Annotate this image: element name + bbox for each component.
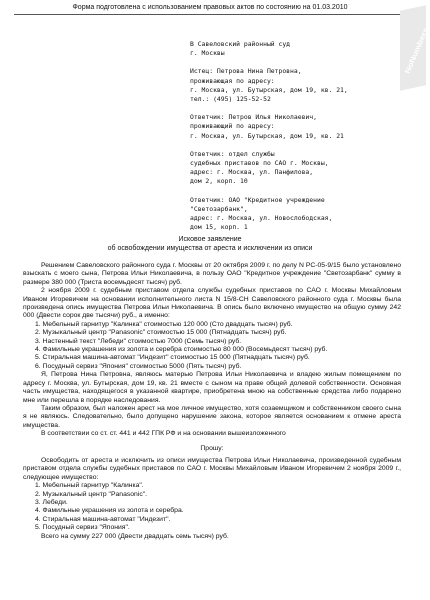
plaintiff-line: тел.: (495) 125-52-52 [190,95,271,104]
court-address [190,40,412,58]
defendant-3-address [190,196,412,233]
list-item: 1. Мебельный гарнитур "Калинка". [35,482,144,490]
defendant-2-address [190,150,412,187]
paragraph-decision: Решением Савеловского районного суда г. Москвы от 20 октября 2009 г. по делу N РС-05-9/15 было установлено взыскать с моего сына, Петрова Ильи Николаевича, в пользу ОАО "Кредитное учреждение "Светозарбанк" сумму в размере 380 000 (Триста восемьдесят тысяч) руб. [23,262,401,286]
list-item: 3. Лебеди. [35,498,68,506]
paragraph-inventory: 2 ноября 2009 г. судебным приставом отдела службы судебных приставов по САО г. Москвы Михайловым Иваном Игоревичем на основании исполнительного листа N 15/8-СН Савеловского районного суда г. Москвы была произведена опись имущества Петрова Ильи Николаевича. В опись было включено имущество на общую сумму 242 000 (Двести сорок две тысячи) руб., а именно: [23,287,401,320]
address-block [190,40,412,241]
defendant-line: г. Москва, ул. Бутырская, дом 19, кв. 21 [190,131,344,140]
list-item: 6. Посудный сервиз "Япония" стоимостью 5000 (Пять тысяч) руб. [35,362,242,370]
paragraph-legal-basis: В соответствии со ст. ст. 441 и 442 ГПК РФ и на основании вышеизложенного [41,430,286,438]
paragraph-request: Освободить от ареста и исключить из описи имущества Петрова Ильи Николаевича, произведенной судебным приставом отдела службы судебных приставов по САО г. Москвы Михайловым Иваном Игоревичем 2 ноября 2009 г., следующее имущество: [23,456,401,481]
defendant-line: Ответчик: Петров Илья Николаевич, [190,113,317,122]
plaintiff-line: г. Москва, ул. Бутырская, дом 19, кв. 21, [190,85,348,94]
document-title [0,235,420,253]
list-item: 4. Фамильные украшения из золота и серебра. [35,507,184,515]
list-item: 2. Музыкальный центр "Panasonic". [35,490,148,498]
defendant-line: Ответчик: отдел службы [190,149,275,158]
defendant-line: адрес: г. Москва, ул. Новослободская, [190,214,333,223]
defendant-line: адрес: г. Москва, ул. Панфилова, [190,168,314,177]
paragraph-violation: Таким образом, был наложен арест на мое личное имущество, хотя созаемщиком и собственником своего сына я не являюсь. Следовательно, было допущено нарушение закона, которое является основанием к отмене ареста имущества. [23,404,401,429]
request-heading: Прошу: [200,444,224,452]
body-text [23,262,401,541]
defendant-1-address [190,113,412,141]
court-line: г. Москвы [190,49,225,58]
list-item: 5. Посудный сервиз "Япония". [35,524,130,532]
defendant-line: судебных приставов по САО г. Москвы, [190,159,329,168]
list-item: 5. Стиральная машина-автомат "Индезит" стоимостью 15 000 (Пятнадцать тысяч) руб. [35,354,310,362]
list-item: 4. Стиральная машина-автомат "Индезит". [35,515,171,523]
list-item: 4. Фамильные украшения из золота и серебра стоимостью 80 000 (Восемьдесят тысяч) руб. [35,346,328,354]
defendant-line: дом 2, корп. 10 [190,177,248,186]
defendant-line: дом 15, корп. 1 [190,223,248,232]
title-line: Исковое заявление [178,236,242,243]
defendant-line: "Светозарбанк", [190,204,248,213]
paragraph-ownership: Я, Петрова Нина Петровна, являюсь матерью Петрова Ильи Николаевича и владею жилым помещением по адресу г. Москва, ул. Бутырская, дом 19, кв. 21 вместе с сыном на праве общей долевой собственности. Основная часть имущества, находящегося в указанной квартире, приобретена мною на собственные средства либо подарено мне или перешла в порядке наследования. [23,371,401,404]
list-item: 1. Мебельный гарнитур "Калинка" стоимостью 120 000 (Сто двадцать тысяч) руб. [35,320,293,328]
court-line: В Савеловский районный суд [190,40,291,48]
inventory-list [23,321,401,371]
plaintiff-line: Истец: Петрова Нина Петровна, [190,67,302,76]
defendant-line: Ответчик: ОАО "Кредитное учреждение [190,195,325,204]
legal-form-notice: Форма подготовлена с использованием правовых актов по состоянию на 01.03.2010 [14,3,406,15]
plaintiff-line: проживающая по адресу: [190,76,275,85]
plaintiff-address [190,67,412,104]
total-amount: Всего на сумму 227 000 (Двести двадцать семь тысяч) руб. [41,532,229,540]
defendant-line: проживающий по адресу: [190,122,275,131]
list-item: 3. Настенный текст "Лебеди" стоимостью 7000 (Семь тысяч) руб. [35,337,242,345]
title-line: об освобождении имущества от ареста и исключении из описи [107,245,313,252]
watermark-text: NoNumbers [403,26,430,75]
release-list [23,482,401,532]
list-item: 2. Музыкальный центр "Panasonic" стоимостью 15 000 (Пятнадцать тысяч) руб. [35,329,287,337]
